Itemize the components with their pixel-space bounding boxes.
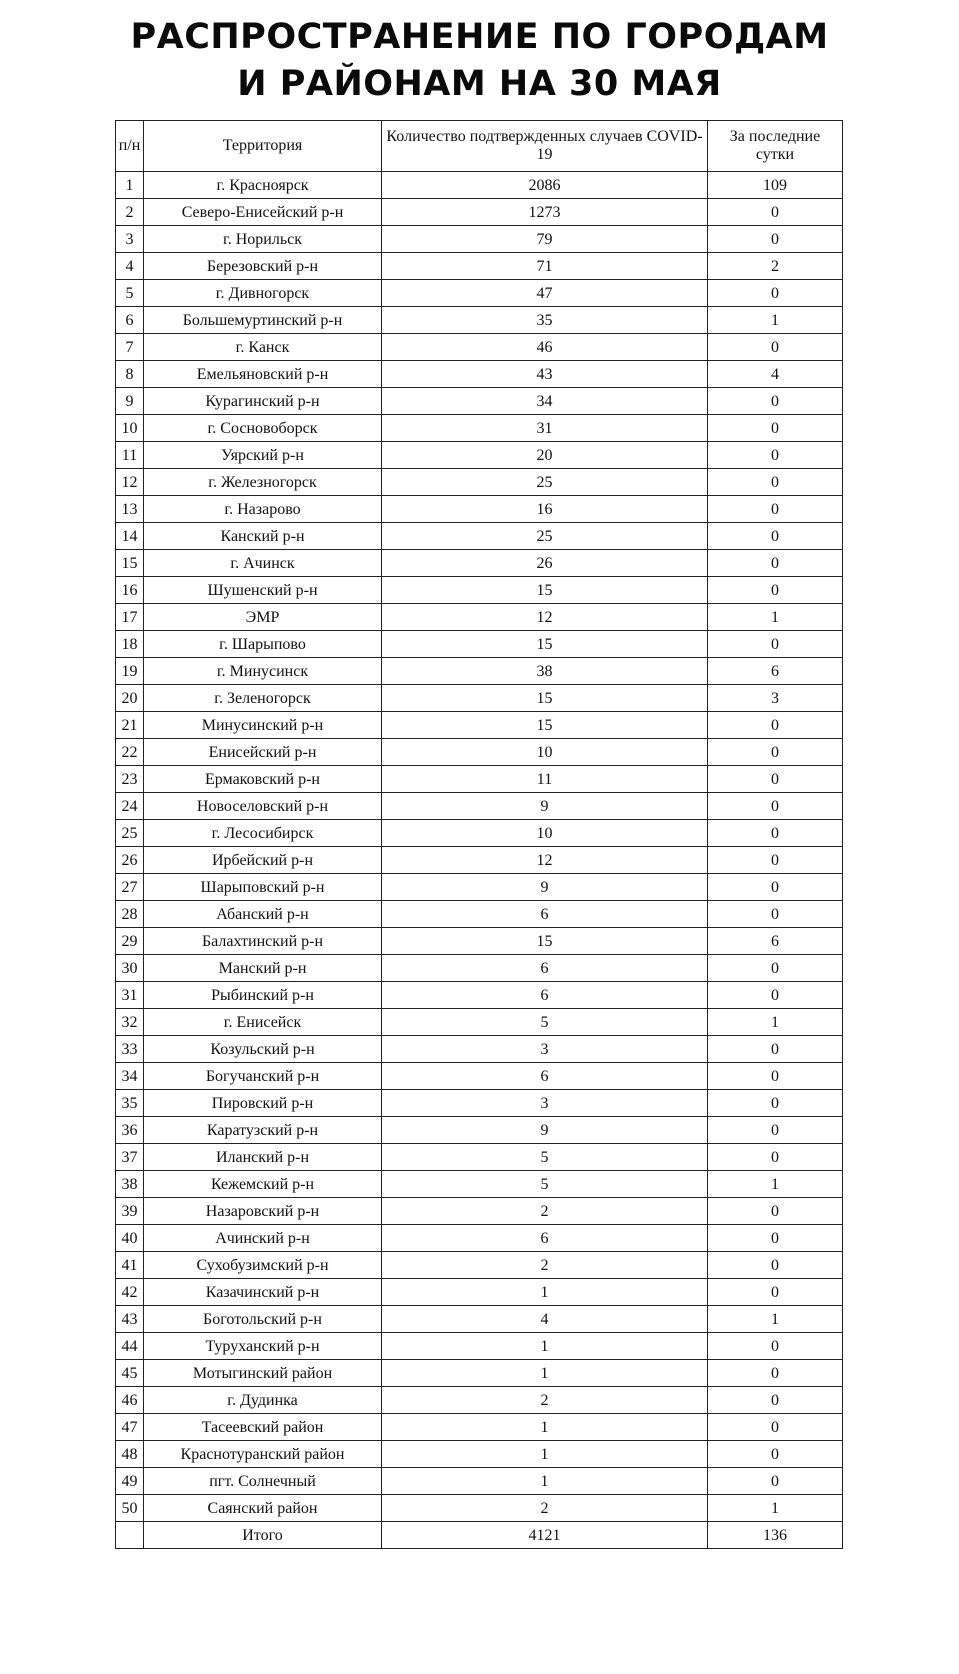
territory-cell: Иланский р-н — [144, 1144, 382, 1171]
row-number: 37 — [116, 1144, 144, 1171]
last-day-cell: 0 — [708, 955, 843, 982]
row-number: 13 — [116, 496, 144, 523]
last-day-cell: 0 — [708, 1090, 843, 1117]
row-number: 39 — [116, 1198, 144, 1225]
total-last-day-value: 136 — [708, 1522, 843, 1549]
territory-cell: Северо-Енисейский р-н — [144, 199, 382, 226]
total-cases-cell: 38 — [382, 658, 708, 685]
territory-cell: Балахтинский р-н — [144, 928, 382, 955]
territory-cell: Уярский р-н — [144, 442, 382, 469]
row-number: 42 — [116, 1279, 144, 1306]
total-cases-cell: 15 — [382, 685, 708, 712]
header-number: п/н — [116, 121, 144, 172]
row-number: 41 — [116, 1252, 144, 1279]
territory-cell: Большемуртинский р-н — [144, 307, 382, 334]
territory-cell: Емельяновский р-н — [144, 361, 382, 388]
last-day-cell: 0 — [708, 577, 843, 604]
table-row — [116, 388, 843, 415]
territory-cell: Саянский район — [144, 1495, 382, 1522]
last-day-cell: 0 — [708, 1036, 843, 1063]
total-cases-cell: 12 — [382, 847, 708, 874]
territory-cell: Шушенский р-н — [144, 577, 382, 604]
total-cases-cell: 25 — [382, 523, 708, 550]
row-number: 22 — [116, 739, 144, 766]
row-number: 19 — [116, 658, 144, 685]
territory-cell: Туруханский р-н — [144, 1333, 382, 1360]
territory-cell: пгт. Солнечный — [144, 1468, 382, 1495]
total-cases-cell: 3 — [382, 1036, 708, 1063]
total-cases-cell: 31 — [382, 415, 708, 442]
row-number: 25 — [116, 820, 144, 847]
territory-cell: Ачинский р-н — [144, 1225, 382, 1252]
table-row — [116, 901, 843, 928]
last-day-cell: 0 — [708, 334, 843, 361]
total-cases-cell: 1 — [382, 1333, 708, 1360]
header-total-cases: Количество подтвержденных случаев COVID-19 — [382, 121, 708, 172]
row-number: 36 — [116, 1117, 144, 1144]
total-cases-cell: 12 — [382, 604, 708, 631]
last-day-cell: 0 — [708, 820, 843, 847]
last-day-cell: 0 — [708, 1117, 843, 1144]
row-number: 29 — [116, 928, 144, 955]
table-row — [116, 1495, 843, 1522]
page-title-line-1: РАСПРОСТРАНЕНИЕ ПО ГОРОДАМ — [130, 17, 829, 57]
last-day-cell: 0 — [708, 388, 843, 415]
territory-cell: Назаровский р-н — [144, 1198, 382, 1225]
header-last-day: За последние сутки — [708, 121, 843, 172]
table-row — [116, 1468, 843, 1495]
total-cases-cell: 6 — [382, 1063, 708, 1090]
table-row — [116, 874, 843, 901]
row-number: 2 — [116, 199, 144, 226]
table-row — [116, 1117, 843, 1144]
territory-cell: Курагинский р-н — [144, 388, 382, 415]
table-row — [116, 712, 843, 739]
last-day-cell: 109 — [708, 172, 843, 199]
total-cases-cell: 1 — [382, 1414, 708, 1441]
total-cases-cell: 2 — [382, 1495, 708, 1522]
table-row — [116, 793, 843, 820]
table-row — [116, 307, 843, 334]
total-cases-cell: 1273 — [382, 199, 708, 226]
last-day-cell: 0 — [708, 226, 843, 253]
table-row — [116, 496, 843, 523]
table-row — [116, 334, 843, 361]
territory-cell: Минусинский р-н — [144, 712, 382, 739]
territory-cell: Пировский р-н — [144, 1090, 382, 1117]
total-cases-cell: 3 — [382, 1090, 708, 1117]
total-cases-cell: 25 — [382, 469, 708, 496]
last-day-cell: 2 — [708, 253, 843, 280]
territory-cell: г. Минусинск — [144, 658, 382, 685]
row-number: 6 — [116, 307, 144, 334]
table-row — [116, 361, 843, 388]
territory-cell: Новоселовский р-н — [144, 793, 382, 820]
territory-cell: Мотыгинский район — [144, 1360, 382, 1387]
last-day-cell: 0 — [708, 1144, 843, 1171]
territory-cell: г. Дивногорск — [144, 280, 382, 307]
territory-cell: Манский р-н — [144, 955, 382, 982]
table-row — [116, 280, 843, 307]
total-cases-cell: 15 — [382, 631, 708, 658]
last-day-cell: 1 — [708, 1171, 843, 1198]
row-number: 33 — [116, 1036, 144, 1063]
total-cases-cell: 6 — [382, 1225, 708, 1252]
territory-cell: г. Сосновоборск — [144, 415, 382, 442]
table-row — [116, 1279, 843, 1306]
table-row — [116, 1090, 843, 1117]
total-cases-cell: 2 — [382, 1252, 708, 1279]
table-row — [116, 253, 843, 280]
table-row — [116, 1144, 843, 1171]
last-day-cell: 4 — [708, 361, 843, 388]
territory-cell: г. Ачинск — [144, 550, 382, 577]
last-day-cell: 0 — [708, 1360, 843, 1387]
table-row — [116, 928, 843, 955]
table-row — [116, 1036, 843, 1063]
row-number: 10 — [116, 415, 144, 442]
last-day-cell: 0 — [708, 199, 843, 226]
row-number: 9 — [116, 388, 144, 415]
total-cases-cell: 43 — [382, 361, 708, 388]
row-number: 23 — [116, 766, 144, 793]
total-cases-cell: 1 — [382, 1441, 708, 1468]
table-header — [116, 121, 843, 172]
territory-cell: Ермаковский р-н — [144, 766, 382, 793]
row-number: 32 — [116, 1009, 144, 1036]
total-row — [116, 1522, 843, 1549]
total-cases-cell: 6 — [382, 982, 708, 1009]
last-day-cell: 0 — [708, 1252, 843, 1279]
total-cases-cell: 9 — [382, 1117, 708, 1144]
last-day-cell: 0 — [708, 712, 843, 739]
row-number: 45 — [116, 1360, 144, 1387]
table-row — [116, 631, 843, 658]
last-day-cell: 0 — [708, 496, 843, 523]
total-cases-cell: 15 — [382, 712, 708, 739]
total-cases-cell: 71 — [382, 253, 708, 280]
row-number: 11 — [116, 442, 144, 469]
total-cases-cell: 16 — [382, 496, 708, 523]
covid-cases-table — [115, 120, 843, 1549]
total-cases-cell: 6 — [382, 901, 708, 928]
last-day-cell: 0 — [708, 415, 843, 442]
row-number: 1 — [116, 172, 144, 199]
territory-cell: г. Шарыпово — [144, 631, 382, 658]
total-cases-cell: 9 — [382, 874, 708, 901]
last-day-cell: 0 — [708, 1198, 843, 1225]
row-number: 12 — [116, 469, 144, 496]
total-cases-cell: 35 — [382, 307, 708, 334]
territory-cell: Кежемский р-н — [144, 1171, 382, 1198]
territory-cell: Рыбинский р-н — [144, 982, 382, 1009]
total-cases-cell: 79 — [382, 226, 708, 253]
table-row — [116, 1063, 843, 1090]
table-row — [116, 1252, 843, 1279]
territory-cell: Боготольский р-н — [144, 1306, 382, 1333]
row-number: 14 — [116, 523, 144, 550]
last-day-cell: 0 — [708, 1387, 843, 1414]
table-row — [116, 982, 843, 1009]
total-cases-cell: 4 — [382, 1306, 708, 1333]
last-day-cell: 1 — [708, 307, 843, 334]
last-day-cell: 0 — [708, 901, 843, 928]
territory-cell: г. Дудинка — [144, 1387, 382, 1414]
last-day-cell: 6 — [708, 658, 843, 685]
territory-cell: Тасеевский район — [144, 1414, 382, 1441]
header-territory: Территория — [144, 121, 382, 172]
territory-cell: г. Красноярск — [144, 172, 382, 199]
row-number: 50 — [116, 1495, 144, 1522]
last-day-cell: 0 — [708, 523, 843, 550]
last-day-cell: 0 — [708, 739, 843, 766]
territory-cell: Шарыповский р-н — [144, 874, 382, 901]
last-day-cell: 0 — [708, 874, 843, 901]
territory-cell: Енисейский р-н — [144, 739, 382, 766]
territory-cell: Казачинский р-н — [144, 1279, 382, 1306]
table-row — [116, 523, 843, 550]
table-row — [116, 1225, 843, 1252]
row-number: 28 — [116, 901, 144, 928]
total-cases-cell: 1 — [382, 1468, 708, 1495]
total-number-cell — [116, 1522, 144, 1549]
row-number: 49 — [116, 1468, 144, 1495]
table-row — [116, 1306, 843, 1333]
table-row — [116, 820, 843, 847]
table-row — [116, 955, 843, 982]
total-cases-cell: 34 — [382, 388, 708, 415]
last-day-cell: 1 — [708, 1495, 843, 1522]
row-number: 31 — [116, 982, 144, 1009]
row-number: 30 — [116, 955, 144, 982]
row-number: 3 — [116, 226, 144, 253]
table-row — [116, 1009, 843, 1036]
territory-cell: Краснотуранский район — [144, 1441, 382, 1468]
total-cases-value: 4121 — [382, 1522, 708, 1549]
total-cases-cell: 15 — [382, 577, 708, 604]
last-day-cell: 0 — [708, 469, 843, 496]
territory-cell: Ирбейский р-н — [144, 847, 382, 874]
total-cases-cell: 2086 — [382, 172, 708, 199]
table-row — [116, 172, 843, 199]
row-number: 34 — [116, 1063, 144, 1090]
total-cases-cell: 9 — [382, 793, 708, 820]
total-label: Итого — [144, 1522, 382, 1549]
total-cases-cell: 20 — [382, 442, 708, 469]
table-row — [116, 1441, 843, 1468]
row-number: 27 — [116, 874, 144, 901]
table-row — [116, 685, 843, 712]
table-row — [116, 847, 843, 874]
territory-cell: г. Зеленогорск — [144, 685, 382, 712]
total-cases-cell: 10 — [382, 739, 708, 766]
total-cases-cell: 1 — [382, 1360, 708, 1387]
total-cases-cell: 11 — [382, 766, 708, 793]
territory-cell: Канский р-н — [144, 523, 382, 550]
territory-cell: г. Железногорск — [144, 469, 382, 496]
last-day-cell: 0 — [708, 1063, 843, 1090]
row-number: 26 — [116, 847, 144, 874]
row-number: 18 — [116, 631, 144, 658]
table-row — [116, 766, 843, 793]
table-row — [116, 550, 843, 577]
table-row — [116, 226, 843, 253]
last-day-cell: 0 — [708, 631, 843, 658]
table-row — [116, 1387, 843, 1414]
table-row — [116, 1333, 843, 1360]
last-day-cell: 0 — [708, 1279, 843, 1306]
row-number: 24 — [116, 793, 144, 820]
territory-cell: г. Лесосибирск — [144, 820, 382, 847]
row-number: 16 — [116, 577, 144, 604]
table-row — [116, 199, 843, 226]
row-number: 21 — [116, 712, 144, 739]
total-cases-cell: 26 — [382, 550, 708, 577]
table-row — [116, 739, 843, 766]
total-cases-cell: 2 — [382, 1198, 708, 1225]
total-cases-cell: 1 — [382, 1279, 708, 1306]
last-day-cell: 0 — [708, 1333, 843, 1360]
last-day-cell: 1 — [708, 1306, 843, 1333]
territory-cell: Богучанский р-н — [144, 1063, 382, 1090]
territory-cell: Сухобузимский р-н — [144, 1252, 382, 1279]
territory-cell: Березовский р-н — [144, 253, 382, 280]
last-day-cell: 3 — [708, 685, 843, 712]
table-row — [116, 1414, 843, 1441]
territory-cell: г. Норильск — [144, 226, 382, 253]
row-number: 48 — [116, 1441, 144, 1468]
row-number: 5 — [116, 280, 144, 307]
row-number: 44 — [116, 1333, 144, 1360]
territory-cell: Абанский р-н — [144, 901, 382, 928]
total-cases-cell: 5 — [382, 1009, 708, 1036]
last-day-cell: 1 — [708, 604, 843, 631]
table-row — [116, 469, 843, 496]
table-body — [116, 172, 843, 1522]
territory-cell: Козульский р-н — [144, 1036, 382, 1063]
last-day-cell: 0 — [708, 1414, 843, 1441]
row-number: 15 — [116, 550, 144, 577]
last-day-cell: 0 — [708, 1225, 843, 1252]
territory-cell: г. Канск — [144, 334, 382, 361]
territory-cell: ЭМР — [144, 604, 382, 631]
total-cases-cell: 5 — [382, 1171, 708, 1198]
last-day-cell: 0 — [708, 793, 843, 820]
total-cases-cell: 6 — [382, 955, 708, 982]
table-row — [116, 604, 843, 631]
total-cases-cell: 46 — [382, 334, 708, 361]
total-cases-cell: 47 — [382, 280, 708, 307]
row-number: 47 — [116, 1414, 144, 1441]
row-number: 20 — [116, 685, 144, 712]
row-number: 43 — [116, 1306, 144, 1333]
last-day-cell: 0 — [708, 982, 843, 1009]
row-number: 46 — [116, 1387, 144, 1414]
row-number: 35 — [116, 1090, 144, 1117]
table-row — [116, 442, 843, 469]
page-title-line-2: И РАЙОНАМ НА 30 МАЯ — [237, 64, 722, 104]
table-header-row — [116, 121, 843, 172]
last-day-cell: 0 — [708, 766, 843, 793]
row-number: 40 — [116, 1225, 144, 1252]
territory-cell: г. Енисейск — [144, 1009, 382, 1036]
last-day-cell: 6 — [708, 928, 843, 955]
row-number: 38 — [116, 1171, 144, 1198]
total-cases-cell: 5 — [382, 1144, 708, 1171]
row-number: 17 — [116, 604, 144, 631]
last-day-cell: 0 — [708, 550, 843, 577]
page-title — [0, 14, 959, 108]
table-footer — [116, 1522, 843, 1549]
territory-cell: Каратузский р-н — [144, 1117, 382, 1144]
row-number: 4 — [116, 253, 144, 280]
last-day-cell: 0 — [708, 847, 843, 874]
row-number: 8 — [116, 361, 144, 388]
last-day-cell: 0 — [708, 442, 843, 469]
table-row — [116, 577, 843, 604]
table-row — [116, 1360, 843, 1387]
row-number: 7 — [116, 334, 144, 361]
last-day-cell: 0 — [708, 280, 843, 307]
table-row — [116, 658, 843, 685]
territory-cell: г. Назарово — [144, 496, 382, 523]
total-cases-cell: 2 — [382, 1387, 708, 1414]
last-day-cell: 1 — [708, 1009, 843, 1036]
total-cases-cell: 15 — [382, 928, 708, 955]
last-day-cell: 0 — [708, 1441, 843, 1468]
table-row — [116, 1171, 843, 1198]
last-day-cell: 0 — [708, 1468, 843, 1495]
table-row — [116, 1198, 843, 1225]
table-row — [116, 415, 843, 442]
total-cases-cell: 10 — [382, 820, 708, 847]
